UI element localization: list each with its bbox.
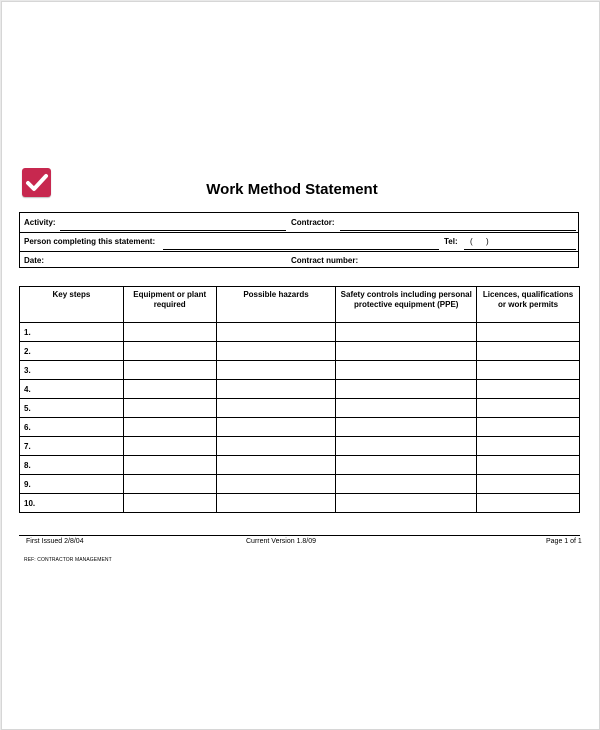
work-steps-table bbox=[19, 286, 580, 513]
table-row bbox=[20, 380, 580, 399]
tel-label: Tel: bbox=[444, 237, 458, 246]
table-cell[interactable] bbox=[123, 361, 216, 380]
page-number: Page 1 of 1 bbox=[546, 538, 582, 545]
table-cell[interactable] bbox=[336, 399, 477, 418]
table-cell[interactable] bbox=[216, 399, 336, 418]
info-divider bbox=[20, 232, 578, 233]
table-cell[interactable] bbox=[477, 456, 580, 475]
step-number: 5. bbox=[20, 399, 124, 418]
activity-field[interactable] bbox=[60, 230, 286, 231]
table-cell[interactable] bbox=[336, 323, 477, 342]
step-number: 10. bbox=[20, 494, 124, 513]
table-cell[interactable] bbox=[336, 418, 477, 437]
page-title: Work Method Statement bbox=[206, 181, 378, 198]
table-cell[interactable] bbox=[477, 418, 580, 437]
header-safety-controls: Safety controls including personal protective equipment (PPE) bbox=[336, 287, 477, 323]
table-cell[interactable] bbox=[477, 323, 580, 342]
table-cell[interactable] bbox=[123, 475, 216, 494]
table-cell[interactable] bbox=[336, 437, 477, 456]
step-number: 1. bbox=[20, 323, 124, 342]
table-header-row bbox=[20, 287, 580, 323]
table-row bbox=[20, 361, 580, 380]
table-row bbox=[20, 418, 580, 437]
table-cell[interactable] bbox=[123, 342, 216, 361]
tel-paren-close: ) bbox=[486, 237, 489, 246]
table-row bbox=[20, 342, 580, 361]
table-cell[interactable] bbox=[336, 342, 477, 361]
step-number: 3. bbox=[20, 361, 124, 380]
tel-field[interactable] bbox=[464, 249, 576, 250]
date-label: Date: bbox=[24, 256, 45, 265]
table-cell[interactable] bbox=[123, 494, 216, 513]
table-cell[interactable] bbox=[216, 361, 336, 380]
header-equipment: Equipment or plant required bbox=[123, 287, 216, 323]
table-cell[interactable] bbox=[336, 361, 477, 380]
table-cell[interactable] bbox=[216, 494, 336, 513]
first-issued: First Issued 2/8/04 bbox=[26, 538, 84, 545]
table-cell[interactable] bbox=[336, 475, 477, 494]
table-cell[interactable] bbox=[336, 494, 477, 513]
table-cell[interactable] bbox=[336, 456, 477, 475]
header-key-steps: Key steps bbox=[20, 287, 124, 323]
table-cell[interactable] bbox=[123, 323, 216, 342]
step-number: 7. bbox=[20, 437, 124, 456]
header-licences: Licences, qualifications or work permits bbox=[477, 287, 580, 323]
step-number: 9. bbox=[20, 475, 124, 494]
table-cell[interactable] bbox=[216, 475, 336, 494]
step-number: 6. bbox=[20, 418, 124, 437]
table-row bbox=[20, 437, 580, 456]
table-cell[interactable] bbox=[123, 437, 216, 456]
table-cell[interactable] bbox=[216, 323, 336, 342]
table-cell[interactable] bbox=[477, 494, 580, 513]
reference-note: REF: CONTRACTOR MANAGEMENT bbox=[24, 557, 112, 563]
info-box bbox=[19, 212, 579, 268]
step-number: 4. bbox=[20, 380, 124, 399]
table-cell[interactable] bbox=[477, 399, 580, 418]
table-cell[interactable] bbox=[216, 437, 336, 456]
tel-paren-open: ( bbox=[470, 237, 473, 246]
table-cell[interactable] bbox=[336, 380, 477, 399]
table-cell[interactable] bbox=[123, 456, 216, 475]
step-number: 8. bbox=[20, 456, 124, 475]
footer-divider bbox=[19, 535, 580, 536]
table-cell[interactable] bbox=[477, 380, 580, 399]
contract-number-label: Contract number: bbox=[291, 256, 359, 265]
table-row bbox=[20, 399, 580, 418]
table-cell[interactable] bbox=[477, 342, 580, 361]
table-row bbox=[20, 456, 580, 475]
step-number: 2. bbox=[20, 342, 124, 361]
table-cell[interactable] bbox=[216, 418, 336, 437]
table-cell[interactable] bbox=[477, 361, 580, 380]
document-page bbox=[1, 1, 600, 730]
contractor-field[interactable] bbox=[340, 230, 576, 231]
table-cell[interactable] bbox=[477, 475, 580, 494]
table-cell[interactable] bbox=[216, 456, 336, 475]
table-cell[interactable] bbox=[216, 380, 336, 399]
contractor-label: Contractor: bbox=[291, 218, 335, 227]
table-cell[interactable] bbox=[123, 418, 216, 437]
table-cell[interactable] bbox=[123, 380, 216, 399]
table-body bbox=[20, 323, 580, 513]
header-hazards: Possible hazards bbox=[216, 287, 336, 323]
table-row bbox=[20, 494, 580, 513]
table-cell[interactable] bbox=[477, 437, 580, 456]
table-row bbox=[20, 475, 580, 494]
table-cell[interactable] bbox=[216, 342, 336, 361]
table-row bbox=[20, 323, 580, 342]
activity-label: Activity: bbox=[24, 218, 56, 227]
current-version: Current Version 1.8/09 bbox=[246, 538, 317, 545]
info-divider bbox=[20, 251, 578, 252]
person-completing-field[interactable] bbox=[163, 249, 439, 250]
person-completing-label: Person completing this statement: bbox=[24, 237, 156, 246]
table-cell[interactable] bbox=[123, 399, 216, 418]
